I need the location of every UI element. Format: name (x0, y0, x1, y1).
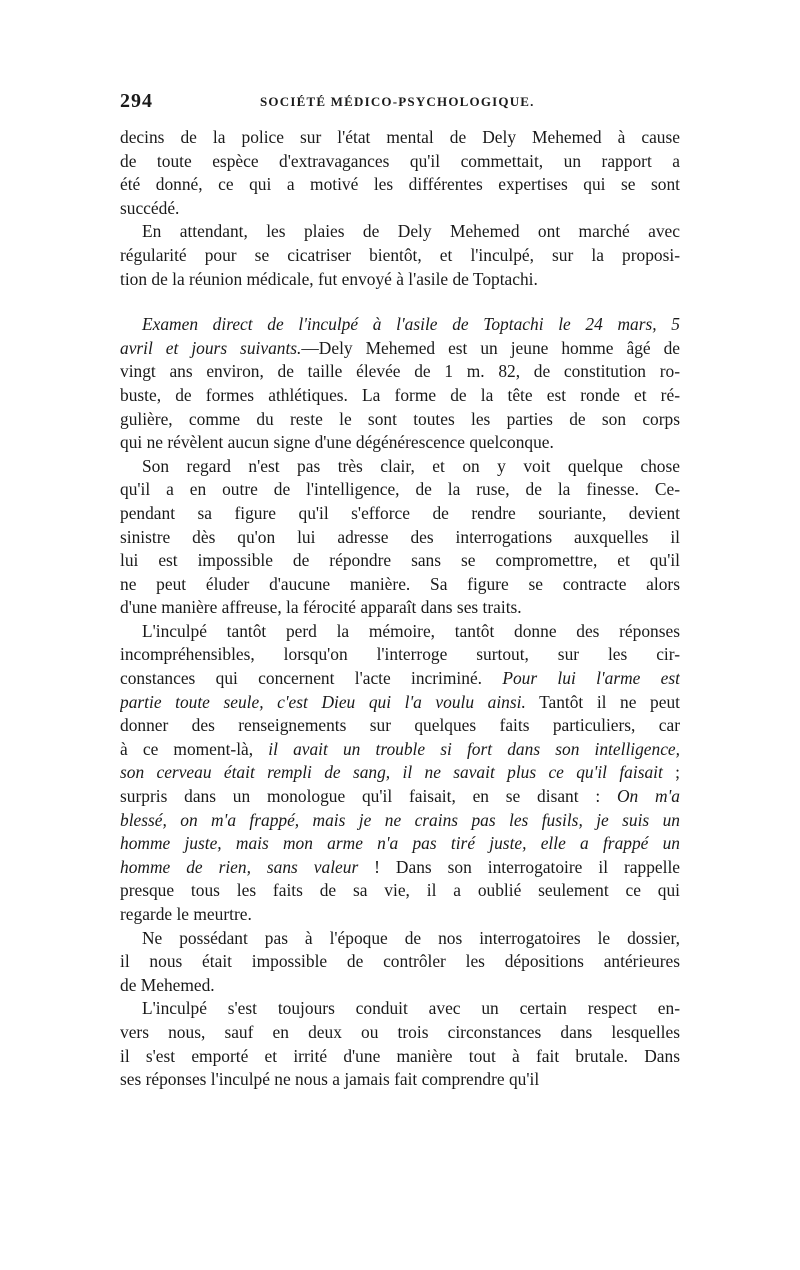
text-line (120, 927, 680, 951)
italic-text: On m'a (616, 786, 680, 807)
text-line (120, 197, 680, 221)
text-line (120, 832, 680, 856)
text-span: L'inculpé tantôt perd la mémoire, tantôt donne des réponses (142, 620, 680, 641)
text-line (120, 879, 680, 903)
text-line (120, 761, 680, 785)
italic-text: avril et jours suivants. (120, 337, 302, 358)
paragraph (120, 997, 680, 1091)
text-line (120, 431, 680, 455)
text-span: ! Dans son interrogatoire il rappelle (358, 856, 680, 877)
text-line (120, 268, 680, 292)
paragraph (120, 927, 680, 998)
text-line (120, 974, 680, 998)
text-span: donner des renseignements sur quelques faits particuliers, car (120, 715, 680, 736)
text-span: vers nous, sauf en deux ou trois circonstances dans lesquelles (120, 1021, 680, 1042)
text-span: tion de la réunion médicale, fut envoyé à l'asile de Toptachi. (120, 268, 538, 289)
text-line (120, 903, 680, 927)
text-span: surpris dans un monologue qu'il faisait, en se disant : (120, 786, 617, 807)
text-line (120, 785, 680, 809)
paragraph (120, 455, 680, 620)
text-line (120, 384, 680, 408)
text-span: constances qui concernent l'acte incriminé. (120, 668, 503, 689)
text-line (120, 313, 680, 337)
italic-text: partie toute seule, c'est Dieu qui l'a voulu ainsi. (120, 691, 526, 712)
text-span: ; (662, 762, 680, 783)
text-span: il s'est emporté et irrité d'une manière tout à fait brutale. Dans (120, 1045, 680, 1066)
italic-text: blessé, on m'a frappé, mais je ne crains pas les fusils, je suis un (120, 809, 680, 830)
text-line (120, 455, 680, 479)
text-span: vingt ans environ, de taille élevée de 1 m. 82, de constitution ro- (120, 361, 680, 382)
text-span: été donné, ce qui a motivé les différentes expertises qui se sont (120, 174, 680, 195)
text-span: d'une manière affreuse, la férocité apparaît dans ses traits. (120, 597, 522, 618)
text-line (120, 573, 680, 597)
text-span: incompréhensibles, lorsqu'on l'interroge surtout, sur les cir- (120, 644, 680, 665)
text-span: régularité pour se cicatriser bientôt, et l'inculpé, sur la proposi- (120, 244, 680, 265)
text-span: qui ne révèlent aucun signe d'une dégénérescence quelconque. (120, 432, 554, 453)
text-line (120, 549, 680, 573)
text-span: à ce moment-là, (120, 738, 269, 759)
text-span: qu'il a en outre de l'intelligence, de la ruse, de la finesse. Ce- (120, 479, 680, 500)
text-span: decins de la police sur l'état mental de Dely Mehemed à cause (120, 127, 680, 147)
text-span: de toute espèce d'extravagances qu'il commettait, un rapport a (120, 150, 680, 171)
text-line (120, 220, 680, 244)
text-span: il nous était impossible de contrôler les dépositions antérieures (120, 951, 680, 972)
text-span: gulière, comme du reste le sont toutes les parties de son corps (120, 408, 680, 429)
text-line (120, 1045, 680, 1069)
paragraph (120, 620, 680, 927)
text-span: Tantôt il ne peut (525, 691, 680, 712)
italic-text: Pour lui l'arme est (502, 668, 680, 689)
paragraph (120, 313, 680, 455)
text-span: sinistre dès qu'on lui adresse des interrogations auxquelles il (120, 526, 680, 547)
text-line (120, 809, 680, 833)
text-span: L'inculpé s'est toujours conduit avec un certain respect en- (142, 998, 680, 1019)
italic-text: homme juste, mais mon arme n'a pas tiré juste, elle a frappé un (120, 833, 680, 854)
text-line (120, 738, 680, 762)
text-line (120, 526, 680, 550)
text-line (120, 173, 680, 197)
text-span: ne peut éluder d'aucune manière. Sa figure se contracte alors (120, 573, 680, 594)
body-text (120, 126, 680, 1092)
paragraph (120, 220, 680, 291)
text-span: succédé. (120, 197, 180, 218)
text-span: —Dely Mehemed est un jeune homme âgé de (301, 337, 680, 358)
text-span: pendant sa figure qu'il s'efforce de rendre souriante, devient (120, 502, 680, 523)
text-span: presque tous les faits de sa vie, il a oublié seulement ce qui (120, 880, 680, 901)
text-line (120, 502, 680, 526)
text-span: regarde le meurtre. (120, 904, 252, 924)
text-line (120, 643, 680, 667)
page-number: 294 (120, 90, 153, 112)
text-line (120, 1021, 680, 1045)
page-header (120, 90, 680, 114)
text-line (120, 244, 680, 268)
running-head: SOCIÉTÉ MÉDICO-PSYCHOLOGIQUE. (260, 94, 535, 109)
italic-text: son cerveau était rempli de sang, il ne savait plus ce qu'il faisait (120, 762, 663, 783)
text-line (120, 714, 680, 738)
text-line (120, 620, 680, 644)
text-line (120, 667, 680, 691)
section-gap (120, 291, 680, 313)
text-line (120, 691, 680, 715)
text-line (120, 596, 680, 620)
text-line (120, 1068, 680, 1092)
text-line (120, 150, 680, 174)
paragraph (120, 126, 680, 220)
text-line (120, 360, 680, 384)
italic-text: il avait un trouble si fort dans son intelligence, (268, 738, 680, 759)
text-line (120, 337, 680, 361)
italic-text: Examen direct de l'inculpé à l'asile de Toptachi le 24 mars, 5 (142, 314, 680, 335)
italic-text: homme de rien, sans valeur (120, 856, 359, 877)
text-span: Son regard n'est pas très clair, et on y voit quelque chose (142, 455, 680, 476)
text-line (120, 478, 680, 502)
text-span: lui est impossible de répondre sans se compromettre, et qu'il (120, 550, 680, 571)
text-span: En attendant, les plaies de Dely Mehemed ont marché avec (142, 221, 680, 242)
text-line (120, 950, 680, 974)
text-span: Ne possédant pas à l'époque de nos interrogatoires le dossier, (142, 927, 680, 948)
text-line (120, 856, 680, 880)
text-line (120, 997, 680, 1021)
text-line (120, 408, 680, 432)
text-span: buste, de formes athlétiques. La forme de la tête est ronde et ré- (120, 384, 680, 405)
text-line (120, 126, 680, 150)
text-span: ses réponses l'inculpé ne nous a jamais fait comprendre qu'il (120, 1069, 540, 1090)
text-span: de Mehemed. (120, 974, 215, 995)
